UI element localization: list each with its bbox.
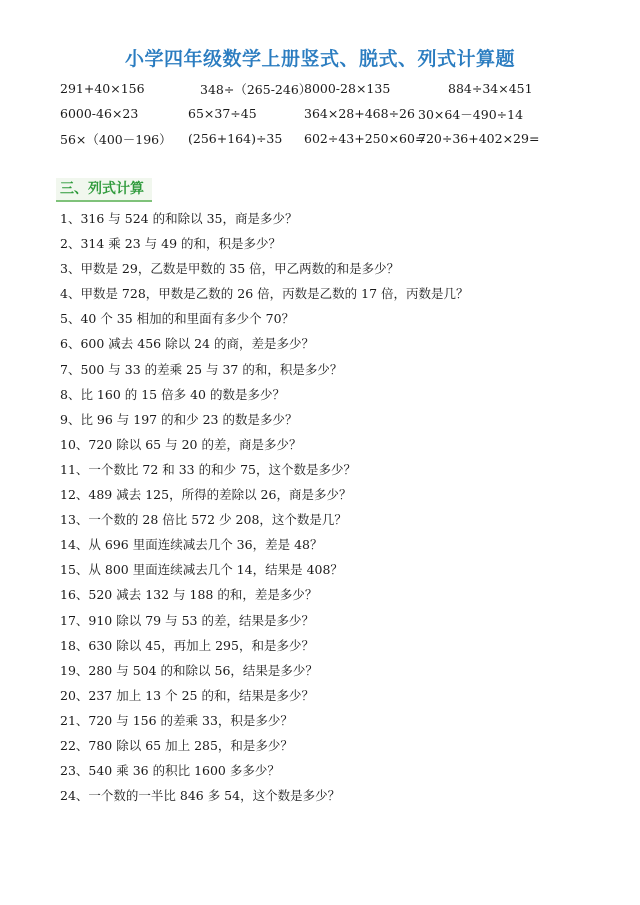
question-item: 20、237 加上 13 个 25 的和，结果是多少？ [60,687,314,703]
expression: 65×37÷45 [188,106,257,121]
question-item: 19、280 与 504 的和除以 56，结果是多少？ [60,662,318,678]
question-item: 12、489 减去 125，所得的差除以 26，商是多少？ [60,487,352,503]
question-item: 18、630 除以 45，再加上 295，和是多少？ [60,637,314,653]
expression-grid [60,76,580,151]
question-item: 4、甲数是 728，甲数是乙数的 26 倍，丙数是乙数的 17 倍，丙数是几？ [60,286,469,302]
question-item: 17、910 除以 79 与 53 的差，结果是多少？ [60,612,314,628]
expression: (256+164)÷35 [188,131,283,146]
expression: 602÷43+250×60= [304,131,426,146]
expression: 56×（400－196） [60,131,172,147]
question-item: 5、40 个 35 相加的和里面有多少个 70？ [60,311,295,327]
question-item: 1、316 与 524 的和除以 35，商是多少？ [60,211,298,226]
question-item: 16、520 减去 132 与 188 的和，差是多少？ [60,587,318,603]
question-item: 6、600 减去 456 除以 24 的商，差是多少？ [60,336,314,352]
expression: 348÷（265-246） [200,81,312,97]
question-item: 14、从 696 里面连续减去几个 36，差是 48？ [60,537,323,553]
expression: 30×64－490÷14 [418,106,524,122]
question-item: 22、780 除以 65 加上 285，和是多少？ [60,737,293,753]
section-heading: 三、列式计算 [56,178,152,202]
question-item: 21、720 与 156 的差乘 33，积是多少？ [60,712,293,728]
question-item: 13、一个数的 28 倍比 572 少 208，这个数是几？ [60,512,347,528]
question-item: 9、比 96 与 197 的和少 23 的数是多少？ [60,411,298,427]
expression: 720÷36+402×29= [418,131,540,146]
question-item: 10、720 除以 65 与 20 的差，商是多少？ [60,436,302,452]
question-item: 7、500 与 33 的差乘 25 与 37 的和，积是多少？ [60,361,343,377]
page-title: 小学四年级数学上册竖式、脱式、列式计算题 [124,48,515,70]
expression-row [60,101,580,126]
question-item: 15、从 800 里面连续减去几个 14，结果是 408？ [60,562,343,578]
expression-row [60,76,580,101]
question-item: 11、一个数比 72 和 33 的和少 75，这个数是多少？ [60,461,356,477]
question-item: 23、540 乘 36 的积比 1600 多多少？ [60,763,280,779]
expression: 8000-28×135 [304,81,391,96]
expression: 364×28+468÷26 [304,106,415,121]
expression: 884÷34×451 [448,81,533,96]
question-item: 24、一个数的一半比 846 多 54，这个数是多少？ [60,788,341,804]
question-item: 3、甲数是 29，乙数是甲数的 35 倍，甲乙两数的和是多少？ [60,261,400,277]
question-item: 2、314 乘 23 与 49 的和，积是多少？ [60,236,281,252]
expression-row [60,126,580,151]
question-list [60,206,600,808]
expression: 6000-46×23 [60,106,139,121]
expression: 291+40×156 [60,81,145,96]
question-item: 8、比 160 的 15 倍多 40 的数是多少？ [60,386,285,402]
